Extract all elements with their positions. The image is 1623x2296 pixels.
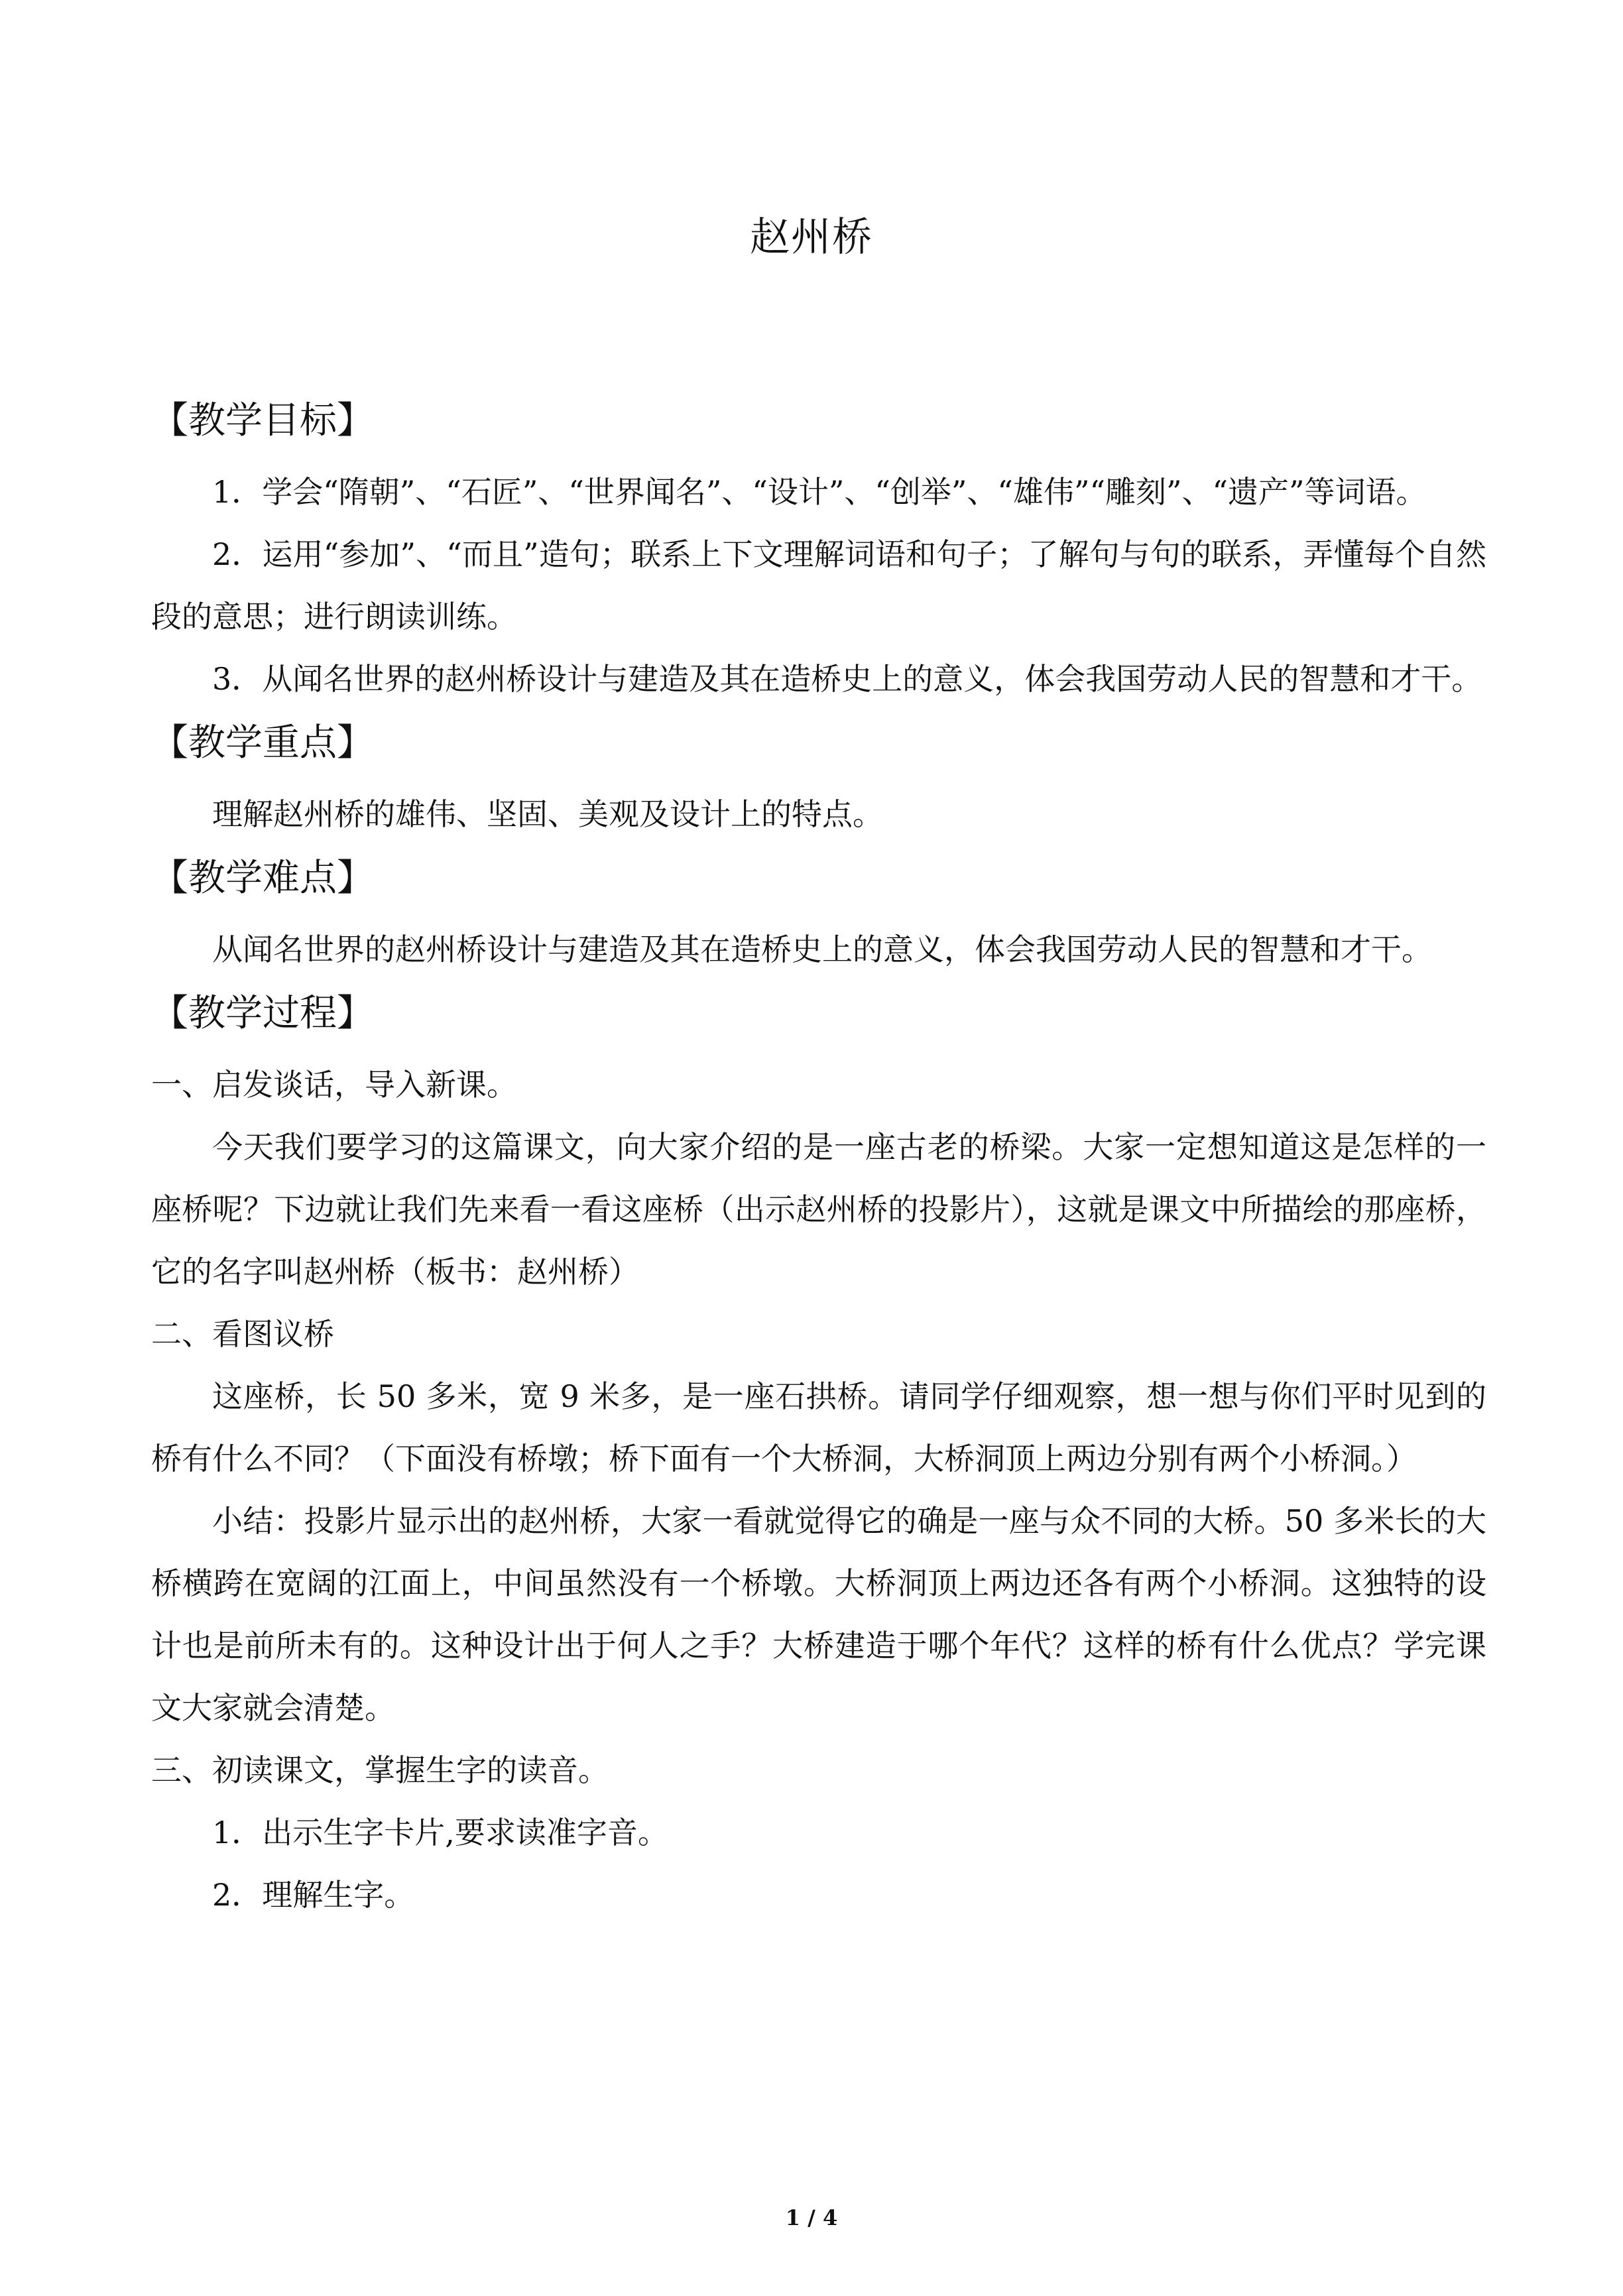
process-part2-title: 二、看图议桥 — [151, 1316, 334, 1352]
process-part2-summary: 小结：投影片显示出的赵州桥，大家一看就觉得它的确是一座与众不同的大桥。50 多米长的大桥横跨在宽阔的江面上，中间虽然没有一个桥墩。大桥洞顶上两边还各有两个小桥洞。这独特的设计也是前所未有的。这种设计出于何人之手？大桥建造于哪个年代？这样的桥有什么优点？学完课文大家就会清楚。 — [151, 1503, 1486, 1726]
section-heading-objectives: 【教学目标】 — [151, 399, 374, 442]
key-points-text: 理解赵州桥的雄伟、坚固、美观及设计上的特点。 — [212, 796, 883, 832]
section-heading-key-points: 【教学重点】 — [151, 721, 374, 764]
objective-item-2: 2．运用“参加”、“而且”造句；联系上下文理解词语和句子；了解句与句的联系，弄懂每个自然段的意思；进行朗读训练。 — [151, 536, 1486, 634]
objective-item-3: 3．从闻名世界的赵州桥设计与建造及其在造桥史上的意义，体会我国劳动人民的智慧和才干。 — [212, 661, 1482, 697]
process-part1-title: 一、启发谈话，导入新课。 — [151, 1067, 517, 1103]
process-part3-item-1: 1．出示生字卡片,要求读准字音。 — [212, 1815, 668, 1850]
section-heading-process: 【教学过程】 — [151, 992, 374, 1035]
process-part1-text: 今天我们要学习的这篇课文，向大家介绍的是一座古老的桥梁。大家一定想知道这是怎样的一座桥呢？下边就让我们先来看一看这座桥（出示赵州桥的投影片），这就是课文中所描绘的那座桥，它的名字叫赵州桥（板书：赵州桥） — [151, 1129, 1486, 1290]
document-title: 赵州桥 — [750, 214, 873, 261]
page-number: 1 / 4 — [785, 2205, 838, 2230]
section-heading-difficulties: 【教学难点】 — [151, 857, 374, 900]
objective-item-1: 1．学会“隋朝”、“石匠”、“世界闻名”、“设计”、“创举”、“雄伟”“雕刻”、“遗产”等词语。 — [212, 474, 1427, 510]
process-part3-item-2: 2．理解生字。 — [212, 1877, 415, 1913]
process-part2-text: 这座桥，长 50 多米，宽 9 米多，是一座石拱桥。请同学仔细观察，想一想与你们平时见到的桥有什么不同？（下面没有桥墩；桥下面有一个大桥洞，大桥洞顶上两边分别有两个小桥洞。） — [151, 1378, 1486, 1477]
document-body — [151, 388, 1486, 1926]
process-part3-title: 三、初读课文，掌握生字的读音。 — [151, 1752, 609, 1788]
difficulties-text: 从闻名世界的赵州桥设计与建造及其在造桥史上的意义，体会我国劳动人民的智慧和才干。 — [212, 932, 1432, 967]
